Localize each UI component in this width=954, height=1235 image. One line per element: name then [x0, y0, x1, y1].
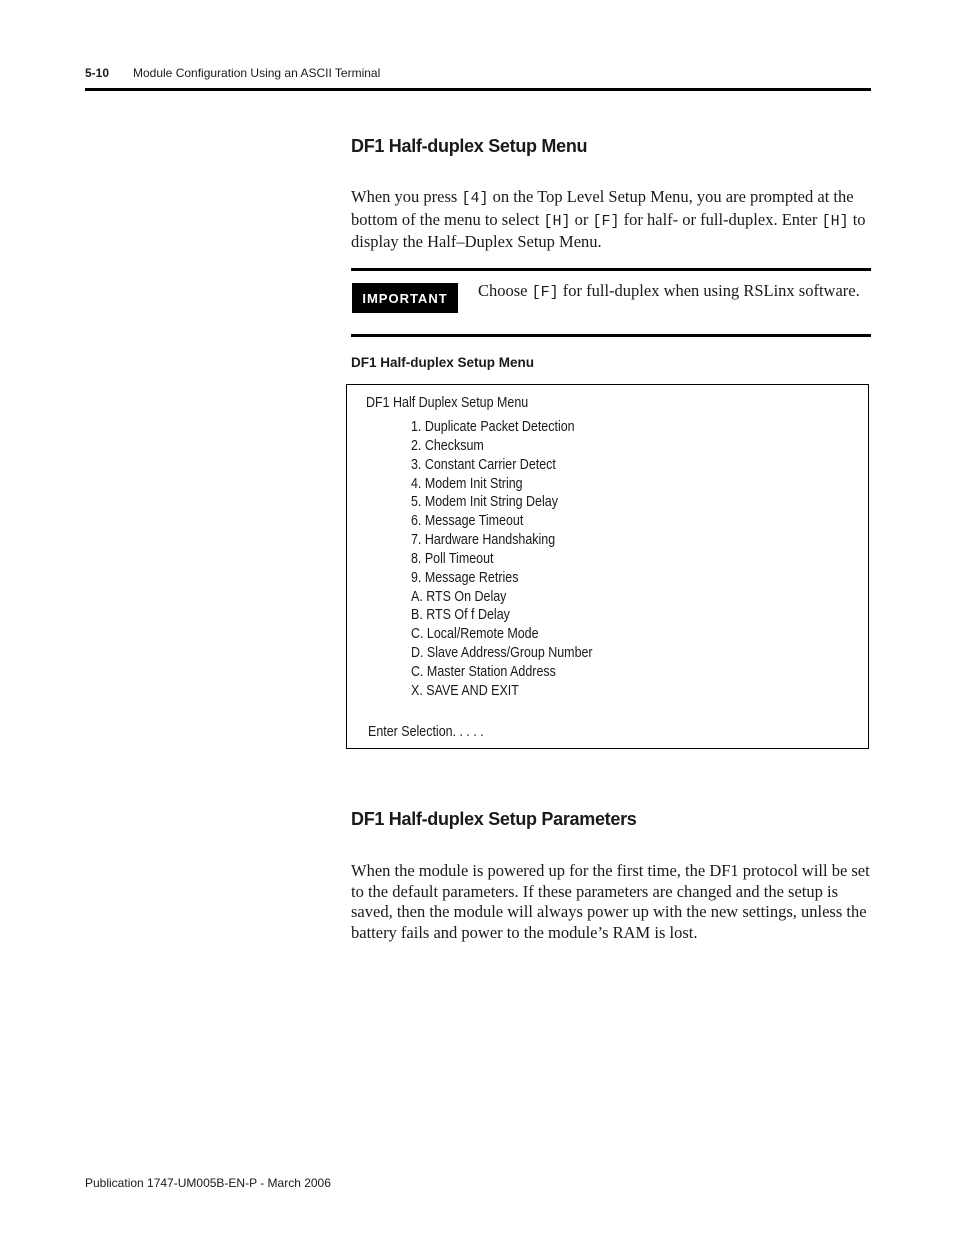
important-note: Choose [F] for full-duplex when using RSLinx software.	[478, 281, 860, 301]
important-badge: IMPORTANT	[352, 283, 458, 313]
terminal-menu-figure	[346, 384, 869, 749]
menu-option: 5. Modem Init String Delay	[411, 494, 558, 511]
chapter-title: Module Configuration Using an ASCII Terminal	[133, 66, 381, 80]
section-heading-setup-menu: DF1 Half-duplex Setup Menu	[351, 136, 588, 156]
menu-option: D. Slave Address/Group Number	[411, 645, 593, 662]
menu-option: C. Local/Remote Mode	[411, 626, 539, 643]
menu-option: B. RTS Of f Delay	[411, 607, 510, 624]
section-heading-setup-parameters: DF1 Half-duplex Setup Parameters	[351, 809, 637, 829]
menu-option: 8. Poll Timeout	[411, 550, 494, 567]
menu-option-list	[411, 418, 622, 701]
page-number: 5-10	[85, 66, 110, 80]
menu-prompt: Enter Selection. . . . .	[368, 724, 484, 740]
section-parameters-paragraph: When the module is powered up for the first time, the DF1 protocol will be set to the default parameters. If these parameters are changed and the setup is saved, then the module will always power up with the new settings, unless the battery fails and power to the module’s RAM is lost.	[351, 861, 870, 942]
menu-option: 7. Hardware Handshaking	[411, 532, 556, 549]
key-code: [H]	[821, 212, 849, 230]
menu-option: 2. Checksum	[411, 437, 484, 454]
key-code: [H]	[543, 212, 571, 230]
key-code: [F]	[531, 284, 559, 301]
menu-option: X. SAVE AND EXIT	[411, 682, 519, 699]
menu-option: 6. Message Timeout	[411, 513, 524, 530]
important-top-rule	[351, 268, 871, 271]
publication-footer: Publication 1747-UM005B-EN-P - March 2006	[85, 1176, 331, 1190]
menu-option: A. RTS On Delay	[411, 588, 507, 605]
key-code: [F]	[592, 212, 620, 230]
menu-option: 3. Constant Carrier Detect	[411, 456, 556, 473]
menu-option: 9. Message Retries	[411, 569, 519, 586]
menu-option: 1. Duplicate Packet Detection	[411, 419, 575, 435]
menu-option: 4. Modem Init String	[411, 475, 523, 492]
menu-option: C. Master Station Address	[411, 663, 556, 680]
key-code: [4]	[461, 190, 489, 207]
section-intro-paragraph: When you press [4] on the Top Level Setup Menu, you are prompted at the bottom of the menu to select [H] or [F] for half- or full-duplex. Enter [H] to display the Half–Duplex Setup Menu.	[351, 187, 866, 251]
figure-caption: DF1 Half-duplex Setup Menu	[351, 355, 535, 370]
important-bottom-rule	[351, 334, 871, 337]
menu-title: DF1 Half Duplex Setup Menu	[366, 395, 529, 411]
header-rule	[85, 88, 871, 91]
